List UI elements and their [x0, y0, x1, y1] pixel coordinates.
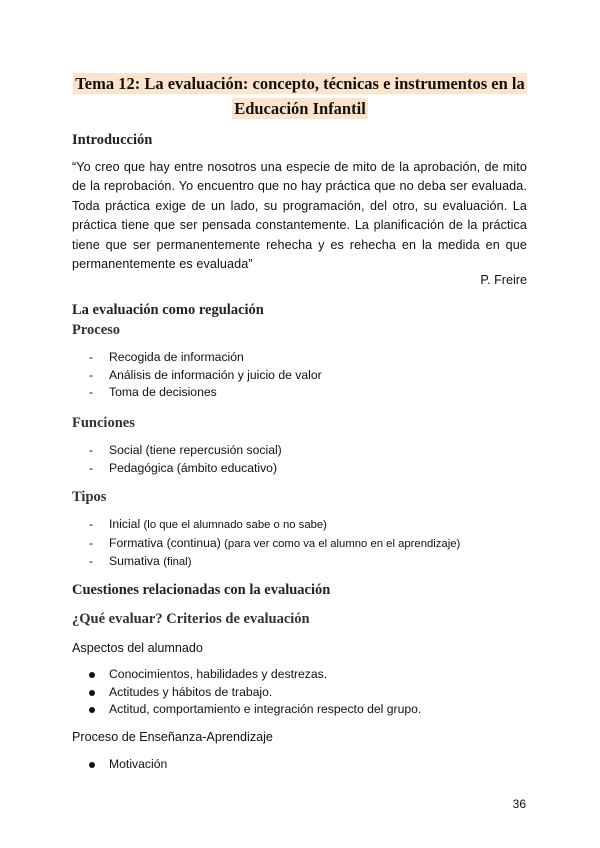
aspectos-list [72, 666, 532, 719]
tipos-list [72, 516, 532, 572]
list-item: - Pedagógica (ámbito educativo) [89, 460, 278, 475]
list-item: Motivación [72, 756, 532, 774]
intro-heading: Introducción [72, 132, 153, 148]
page-title [60, 71, 540, 121]
list-item: - Formativa (continua) (para ver como va el alumno en el aprendizaje) [89, 535, 461, 550]
funciones-list [72, 442, 532, 477]
list-item: Actitud, comportamiento e integración respecto del grupo. [72, 701, 532, 719]
tipos-heading: Tipos [72, 489, 107, 505]
intro-quote: “Yo creo que hay entre nosotros una especie de mito de la aprobación, de mito de la reprobación. Yo encuentro que no hay práctica que no deba ser evaluada. Toda práctica exige de un lado, su programación, del otro, su evaluación. La práctica tiene que ser pensada constantemente. La planificación de la práctica tiene que ser permanentemente rehecha y es rehecha en la medida en que permanentemente es evaluada” [72, 160, 527, 272]
proceso-list [72, 349, 532, 402]
cuestiones-heading: Cuestiones relacionadas con la evaluación [72, 582, 331, 598]
regulation-heading: La evaluación como regulación [72, 302, 264, 318]
page-number: 36 [512, 797, 526, 811]
quote-author: P. Freire [480, 273, 527, 287]
funciones-heading: Funciones [72, 415, 135, 431]
list-item: - Recogida de información [89, 350, 244, 364]
list-item: Conocimientos, habilidades y destrezas. [72, 666, 532, 684]
list-item: Actitudes y hábitos de trabajo. [72, 684, 532, 702]
title-line-1: Tema 12: La evaluación: concepto, técnicas e instrumentos en la [75, 74, 525, 93]
list-item: - Sumativa (final) [89, 554, 192, 569]
list-item: - Social (tiene repercusión social) [89, 443, 282, 457]
proceso-ea-label: Proceso de Enseñanza-Aprendizaje [72, 730, 273, 744]
aspectos-label: Aspectos del alumnado [72, 641, 203, 655]
list-item: - Inicial (lo que el alumnado sabe o no sabe) [89, 517, 327, 531]
title-line-2: Educación Infantil [234, 99, 366, 118]
proceso-heading: Proceso [72, 322, 121, 338]
list-item: - Toma de decisiones [89, 385, 217, 400]
list-item: - Análisis de información y juicio de valor [89, 367, 322, 382]
criterios-subheading: ¿Qué evaluar? Criterios de evaluación [72, 611, 310, 627]
proceso-ea-list [72, 756, 532, 774]
